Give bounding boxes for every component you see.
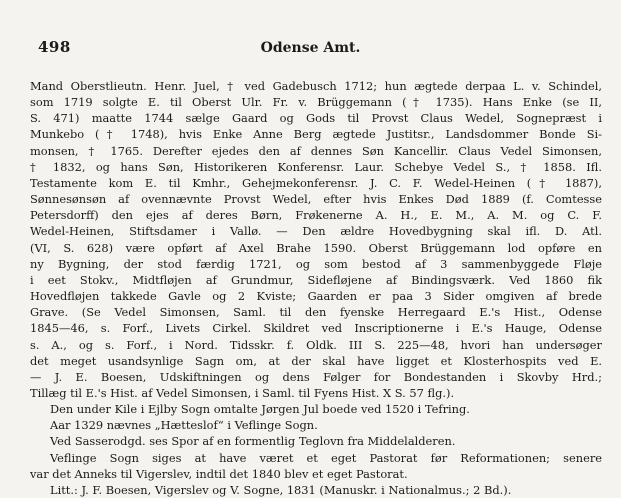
text-line: i eet Stokv., Midtfløjen af Grundmur, Sidefløjene af Bindingsværk. Ved 1860 fik <box>30 272 602 287</box>
text-line: Tillæg til E.'s Hist. af Vedel Simonsen, i Saml. til Fyens Hist. X S. 57 flg.). <box>30 385 455 400</box>
text-line: Veflinge Sogn siges at have været et eget Pastorat før Reformationen; senere <box>50 450 602 465</box>
text-line: var det Anneks til Vigerslev, indtil det 1840 blev et eget Pastorat. <box>30 466 408 481</box>
text-line: det meget usandsynlige Sagn om, at der skal have ligget et Klosterhospits ved E. <box>30 353 602 368</box>
text-line: Petersdorff) den ejes af deres Børn, Frøkenerne A. H., E. M., A. M. og C. F. <box>30 208 602 223</box>
text-line: Testamente kom E. til Kmhr., Gehejmekonferensr. J. C. F. Wedel-Heinen († 1887), <box>30 175 602 190</box>
text-line: som 1719 solgte E. til Oberst Ulr. Fr. v. Brüggemann († 1735). Hans Enke (se II, <box>30 95 602 110</box>
paragraph-haetteslof: Aar 1329 nævnes „Hætteslof“ i Veflinge Sogn. <box>50 418 318 433</box>
text-line: Hovedfløjen takkede Gavle og 2 Kviste; Gaarden er paa 3 Sider omgiven af brede <box>30 289 602 304</box>
literature-reference: Litt.: J. F. Boesen, Vigerslev og V. Sogne, 1831 (Manuskr. i Nationalmus.; 2 Bd.). <box>50 482 512 497</box>
text-line: monsen, † 1765. Derefter ejedes den af dennes Søn Kancellir. Claus Vedel Simonsen, <box>30 143 602 158</box>
text-line: Wedel-Heinen, Stiftsdamer i Vallø. — Den ældre Hovedbygning skal ifl. D. Atl. <box>30 224 602 239</box>
text-line: ny Bygning, der stod færdig 1721, og som bestod af 3 sammenbyggede Fløje <box>30 256 602 271</box>
paragraph-estate-history <box>30 78 602 401</box>
text-line: Munkebo († 1748), hvis Enke Anne Berg ægtede Justitsr., Landsdommer Bonde Si- <box>30 127 602 142</box>
page-number: 498 <box>38 38 71 56</box>
text-line: Sønnesønsøn af ovennævnte Provst Wedel, efter hvis Enkes Død 1889 (f. Comtesse <box>30 192 602 207</box>
text-line: Grave. (Se Vedel Simonsen, Saml. til den fyenske Herregaard E.'s Hist., Odense <box>30 305 602 320</box>
text-line: — J. E. Boesen, Udskiftningen og dens Følger for Bondestanden i Skovby Hrd.; <box>30 369 602 384</box>
text-line: s. A., og s. Forf., i Nord. Tidsskr. f. Oldk. III S. 225—48, hvori han undersøger <box>30 337 602 352</box>
running-head: Odense Amt. <box>260 40 361 56</box>
text-line: Mand Oberstlieutn. Henr. Juel, † ved Gadebusch 1712; hun ægtede derpaa L. v. Schindel, <box>30 79 602 93</box>
paragraph-ejlby: Den under Kile i Ejlby Sogn omtalte Jørgen Jul boede ved 1520 i Tefring. <box>50 402 470 417</box>
text-body <box>30 78 602 498</box>
text-line: (VI, S. 628) være opført af Axel Brahe 1590. Oberst Brüggemann lod opføre en <box>30 240 602 255</box>
paragraph-veflinge <box>30 450 602 482</box>
text-line: 1845—46, s. Forf., Livets Cirkel. Skildret ved Inscriptionerne i E.'s Hauge, Odense <box>30 321 602 336</box>
text-line: S. 471) maatte 1744 sælge Gaard og Gods til Provst Claus Wedel, Sognepræst i <box>30 111 602 126</box>
paragraph-sasserodgd: Ved Sasserodgd. ses Spor af en formentlig Teglovn fra Middelalderen. <box>50 434 456 449</box>
text-line: † 1832, og hans Søn, Historikeren Konferensr. Laur. Schebye Vedel S., † 1858. Ifl. <box>30 159 602 174</box>
